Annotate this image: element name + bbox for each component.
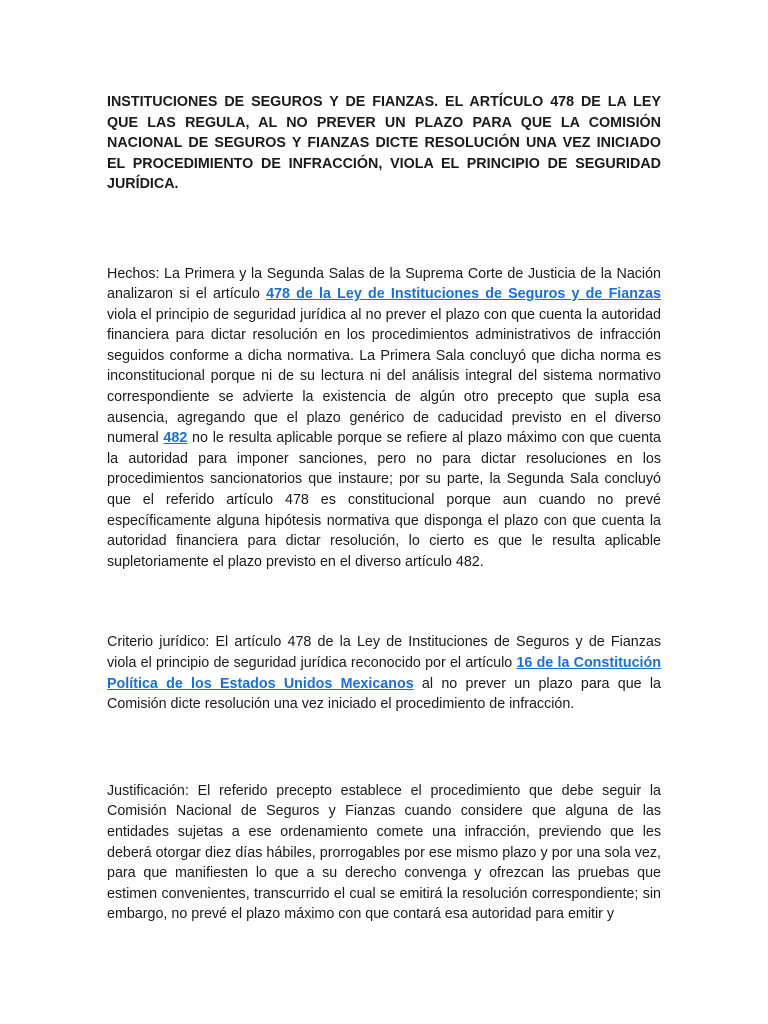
hechos-text-2: viola el principio de seguridad jurídica al no prever el plazo con que cuenta la autoridad financiera para dictar resolución en los procedimientos administrativos de infracción seguidos conforme a dicha normativa. La Primera Sala concluyó que dicha norma es inconstitucional porque ni de su lectura ni del análisis integral del sistema normativo correspondiente se advierte la existencia de algún otro precepto que supla esa ausencia, agregando que el plazo genérico de caducidad previsto en el diverso numeral bbox=[107, 306, 661, 447]
criterio-paragraph bbox=[107, 632, 661, 714]
justificacion-paragraph bbox=[107, 781, 661, 925]
link-articulo-482[interactable]: 482 bbox=[163, 430, 188, 447]
thesis-title: INSTITUCIONES DE SEGUROS Y DE FIANZAS. EL ARTÍCULO 478 DE LA LEY QUE LAS REGULA, AL NO PREVER UN PLAZO PARA QUE LA COMISIÓN NACIONAL DE SEGUROS Y FIANZAS DICTE RESOLUCIÓN UNA VEZ INICIADO EL PROCEDIMIENTO DE INFRACCIÓN, VIOLA EL PRINCIPIO DE SEGURIDAD JURÍDICA. bbox=[107, 94, 661, 192]
link-articulo-478[interactable]: 478 de la Ley de Instituciones de Seguros y de Fianzas bbox=[266, 286, 662, 303]
hechos-paragraph bbox=[107, 264, 661, 573]
criterio-text-1: Criterio jurídico: El artículo 478 de la Ley de Instituciones de Seguros y de Fianzas viola el principio de seguridad jurídica reconocido por el artículo bbox=[107, 634, 661, 671]
link-articulo-16-constitucion[interactable]: 16 de la Constitución Política de los Estados Unidos Mexicanos bbox=[107, 655, 661, 692]
justificacion-text-1: Justificación: El referido precepto establece el procedimiento que debe seguir la Comisión Nacional de Seguros y Fianzas cuando considere que alguna de las entidades sujetas a ese ordenamiento comete una infracción, previendo que les deberá otorgar diez días hábiles, prorrogables por ese mismo plazo y por una sola vez, para que manifiesten lo que a su derecho convenga y ofrezcan las pruebas que estimen convenientes, transcurrido el cual se emitirá la resolución correspondiente; sin embargo, no prevé el plazo máximo con que contará esa autoridad para emitir y bbox=[107, 782, 661, 923]
hechos-text-1: Hechos: La Primera y la Segunda Salas de la Suprema Corte de Justicia de la Nación analizaron si el artículo bbox=[107, 265, 661, 303]
criterio-text-2: al no prever un plazo para que la Comisión dicte resolución una vez iniciado el procedimiento de infracción. bbox=[107, 675, 661, 713]
hechos-text-3: no le resulta aplicable porque se refiere al plazo máximo con que cuenta la autoridad para imponer sanciones, pero no para dictar resoluciones en los procedimientos sancionatorios que instaure; por su parte, la Segunda Sala concluyó que el referido artículo 478 es constitucional porque aun cuando no prevé específicamente alguna hipótesis normativa que disponga el plazo con que cuenta la autoridad financiera para dictar resolución, lo cierto es que le resulta aplicable supletoriamente el plazo previsto en el diverso artículo 482. bbox=[107, 430, 661, 570]
document-page bbox=[107, 92, 661, 925]
